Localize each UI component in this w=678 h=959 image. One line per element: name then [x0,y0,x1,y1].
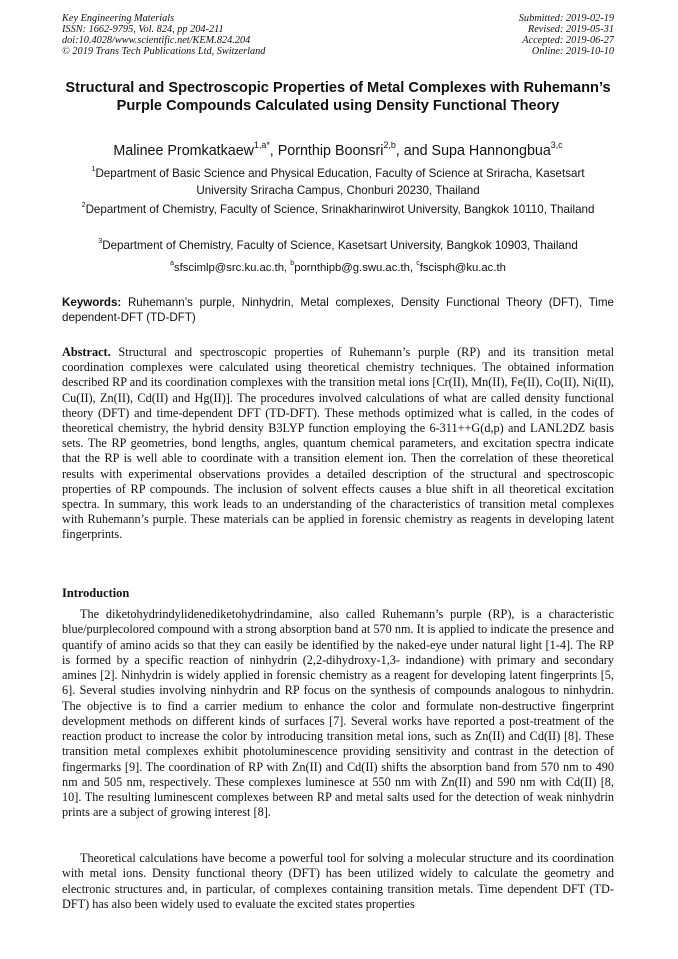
journal-info [62,14,265,58]
affiliation-text: Department of Chemistry, Faculty of Science, Srinakharinwirot University, Bangkok 10110, Thailand [85,203,595,216]
publication-dates [519,14,614,58]
author-separator: , and [395,143,432,159]
journal-name: Key Engineering Materials [62,13,175,24]
abstract-text: Structural and spectroscopic properties of Ruhemann’s purple (RP) and its transition metal coordination complexes were calculated using theoretical chemistry techniques. The obtained information described RP and its coordination complexes with the transition metal ions [Cr(II), Mn(II), Fe(II), Co(II), Ni(II), Cu(II), Zn(II), Cd(II) and Hg(II)]. The procedures involved calculations of what are called density functional theory (DFT) and time-dependent DFT (TD-DFT). These methods optimized what is called, in the codes of theoretical chemistry, the hybrid density B3LYP function employing the 6-311++G(d,p) and LANL2DZ basis sets. The RP geometries, bond lengths, angles, quantum chemical parameters, and excitation spectra indicate that the RP is well able to coordinate with a transition element ion. Then the correlation of these theoretical results with experimental observations provides a detailed description of the structural and spectroscopic properties of RP compounds. The inclusion of solvent effects causes a blue shift in all theoretical excitation spectra. In summary, this work leads to an understanding of the characteristics of transition metal complexes with Ruhemann’s purple. These materials can be applied in forensic chemistry as reagents in developing latent fingerprints. [62,345,614,542]
affiliation-marker: 3 [98,236,103,246]
body-paragraph: Theoretical calculations have become a powerful tool for solving a molecular structure and its coordination with metal ions. Density functional theory (DFT) has been utilized widely to calculate the geometry and electronic structures and, in particular, of complexes containing transition metals. Time dependent DFT (TD-DFT) has also been widely used to evaluate the excited states properties [62,851,614,911]
author-name: Pornthip Boonsri [277,143,384,159]
accepted-date: Accepted: 2019-06-27 [522,34,614,46]
email-marker: a [170,260,174,268]
copyright-line: © 2019 Trans Tech Publications Ltd, Switzerland [62,45,266,57]
doi-line[interactable]: doi:10.4028/www.scientific.net/KEM.824.204 [62,34,251,46]
abstract-section [62,345,614,543]
email-marker: c [416,260,420,268]
author-list [62,139,614,160]
author-separator: , [269,143,278,159]
section-heading-introduction: Introduction [62,586,130,600]
author-affiliation-marker: 1,a* [254,139,270,150]
abstract-label: Abstract. [62,345,111,359]
email-link[interactable]: pornthipb@g.swu.ac.th, [294,262,417,274]
author-affiliation-marker: 3,c [550,139,563,150]
keywords-label: Keywords: [62,296,122,309]
author-affiliation-marker: 2,b [383,139,396,150]
affiliation [70,238,606,255]
author-name: Supa Hannongbua [431,143,551,159]
revised-date: Revised: 2019-05-31 [527,23,614,35]
email-marker: b [290,260,295,268]
affiliation-marker: 2 [81,200,86,210]
author-emails [70,260,606,277]
keywords-text: Ruhemann’s purple, Ninhydrin, Metal complexes, Density Functional Theory (DFT), Time dependent-DFT (TD-DFT) [62,296,614,324]
issn-line: ISSN: 1662-9795, Vol. 824, pp 204-211 [62,23,224,35]
affiliation [70,202,606,219]
email-link[interactable]: sfscimlp@src.ku.ac.th, [173,262,291,274]
body-paragraph: The diketohydrindylidenediketohydrindamine, also called Ruhemann’s purple (RP), is a characteristic blue/purplecolored compound with a strong absorption band at 570 nm. It is applied to indicate the presence and quantify of amino acids so that they can easily be identified by the naked-eye under natural light [1-4]. The RP is formed by a specific reaction of ninhydrin (2,2-dihydroxy-1,3- indandione) with primary and secondary amines [2]. Ninhydrin is widely applied in forensic chemistry as a reagent for developing latent fingerprints [5, 6]. Several studies involving ninhydrin and RP focus on the synthesis of compounds analogous to ninhydrin. The objective is to find a carrier medium to enhance the color and formulate non-destructive fingerprint development methods on different kinds of surfaces [7]. Several works have reported a post-treatment of the reaction product to increase the color by introducing transition metal ions, such as Zn(II) and Cd(II) [8]. These transition metal complexes exhibit photoluminescence providing sensitivity and contrast in the detection of fingermarks [9]. The coordination of RP with Zn(II) and Cd(II) shifts the absorption band from 570 nm to 490 nm and 505 nm, respectively. These complexes luminesce at 550 nm with Zn(II) and 590 nm with Cd(II) [8, 10]. The resulting luminescent complexes between RP and metal salts used for the detection of weak ninhydrin prints are a subject of growing interest [8]. [62,607,614,820]
affiliation-marker: 1 [91,164,96,174]
email-link[interactable]: fscisph@ku.ac.th [419,262,506,274]
paper-title: Structural and Spectroscopic Properties of Metal Complexes with Ruhemann’s Purple Compounds Calculated using Density Functional Theory [65,80,611,114]
affiliation-text: Department of Chemistry, Faculty of Science, Kasetsart University, Bangkok 10903, Thailand [102,239,578,252]
affiliation [70,166,606,199]
submitted-date: Submitted: 2019-02-19 [518,13,614,24]
online-date: Online: 2019-10-10 [531,45,614,57]
author-name: Malinee Promkatkaew [113,143,255,159]
keywords-section [62,296,614,325]
affiliation-text: Department of Basic Science and Physical Education, Faculty of Science at Sriracha, Kasetsart University Sriracha Campus, Chonburi 20230, Thailand [95,167,585,197]
